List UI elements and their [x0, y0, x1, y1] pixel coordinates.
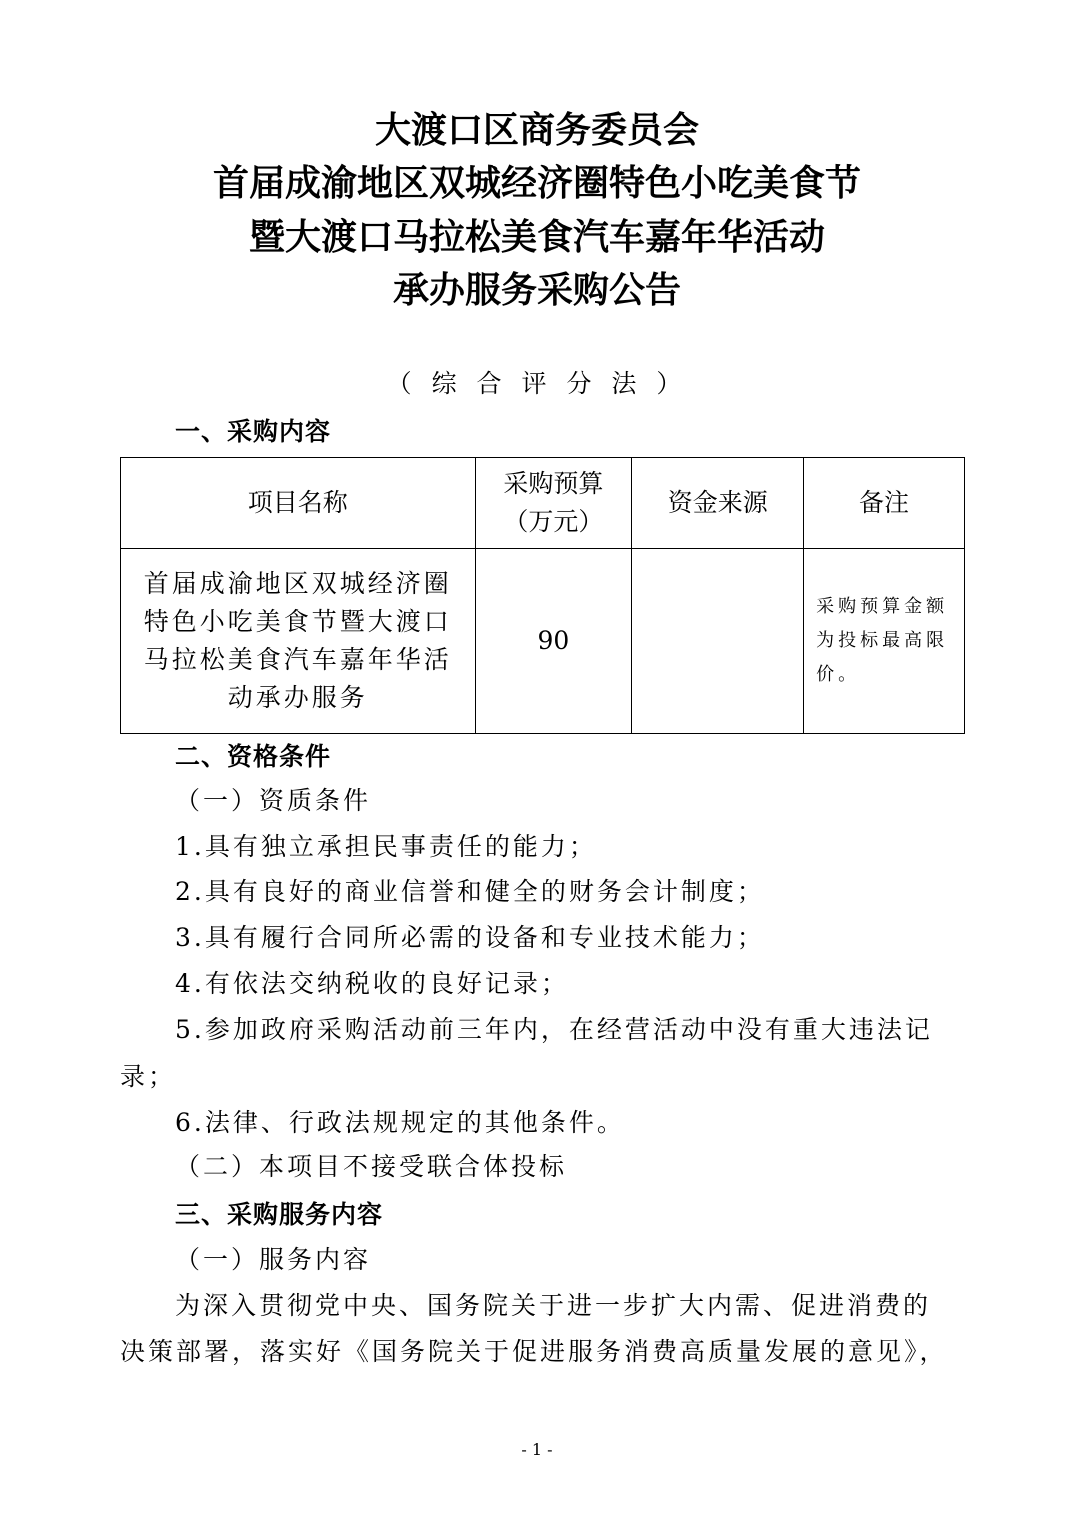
paragraph-line-2: 决策部署，落实好《国务院关于促进服务消费高质量发展的意见》， — [120, 1337, 948, 1366]
subheading-service: （一）服务内容 — [175, 1245, 372, 1274]
item-5-line-1: 5.参加政府采购活动前三年内，在经营活动中没有重大违法记 — [175, 1015, 933, 1044]
item-6: 6.法律、行政法规规定的其他条件。 — [175, 1108, 625, 1137]
paragraph-line-1: 为深入贯彻党中央、国务院关于进一步扩大内需、促进消费的 — [175, 1291, 932, 1320]
page-number: - 1 - — [521, 1440, 553, 1459]
header-fund-source: 资金来源 — [632, 458, 804, 549]
item-1: 1.具有独立承担民事责任的能力； — [175, 832, 597, 861]
procurement-table — [120, 457, 965, 734]
table-row — [121, 549, 965, 734]
evaluation-method: （ 综 合 评 分 法 ） — [386, 369, 688, 398]
title-line-4: 承办服务采购公告 — [392, 269, 681, 311]
header-project-name: 项目名称 — [121, 458, 476, 549]
header-remarks: 备注 — [804, 458, 965, 549]
table-header-row — [121, 458, 965, 549]
title-line-2: 首届成渝地区双城经济圈特色小吃美食节 — [212, 162, 861, 204]
cell-fund-source — [632, 549, 804, 734]
header-budget: 采购预算 （万元） — [475, 458, 632, 549]
title-line-3: 暨大渡口马拉松美食汽车嘉年华活动 — [248, 216, 825, 258]
subheading-qualification: （一）资质条件 — [175, 786, 372, 815]
cell-project-name: 首届成渝地区双城经济圈 特色小吃美食节暨大渡口 马拉松美食汽车嘉年华活 动承办服务 — [121, 549, 476, 734]
section-heading-3: 三、采购服务内容 — [175, 1200, 384, 1229]
item-2: 2.具有良好的商业信誉和健全的财务会计制度； — [175, 877, 765, 906]
subheading-consortium: （二）本项目不接受联合体投标 — [175, 1152, 568, 1181]
section-heading-2: 二、资格条件 — [175, 742, 332, 771]
title-line-1: 大渡口区商务委员会 — [374, 109, 699, 151]
section-heading-1: 一、采购内容 — [175, 417, 332, 446]
item-3: 3.具有履行合同所必需的设备和专业技术能力； — [175, 923, 765, 952]
cell-budget: 90 — [475, 549, 632, 734]
cell-remarks: 采购预算金额为投标最高限价。 — [804, 549, 965, 734]
item-4: 4.有依法交纳税收的良好记录； — [175, 969, 569, 998]
item-5-line-2: 录； — [120, 1062, 177, 1091]
